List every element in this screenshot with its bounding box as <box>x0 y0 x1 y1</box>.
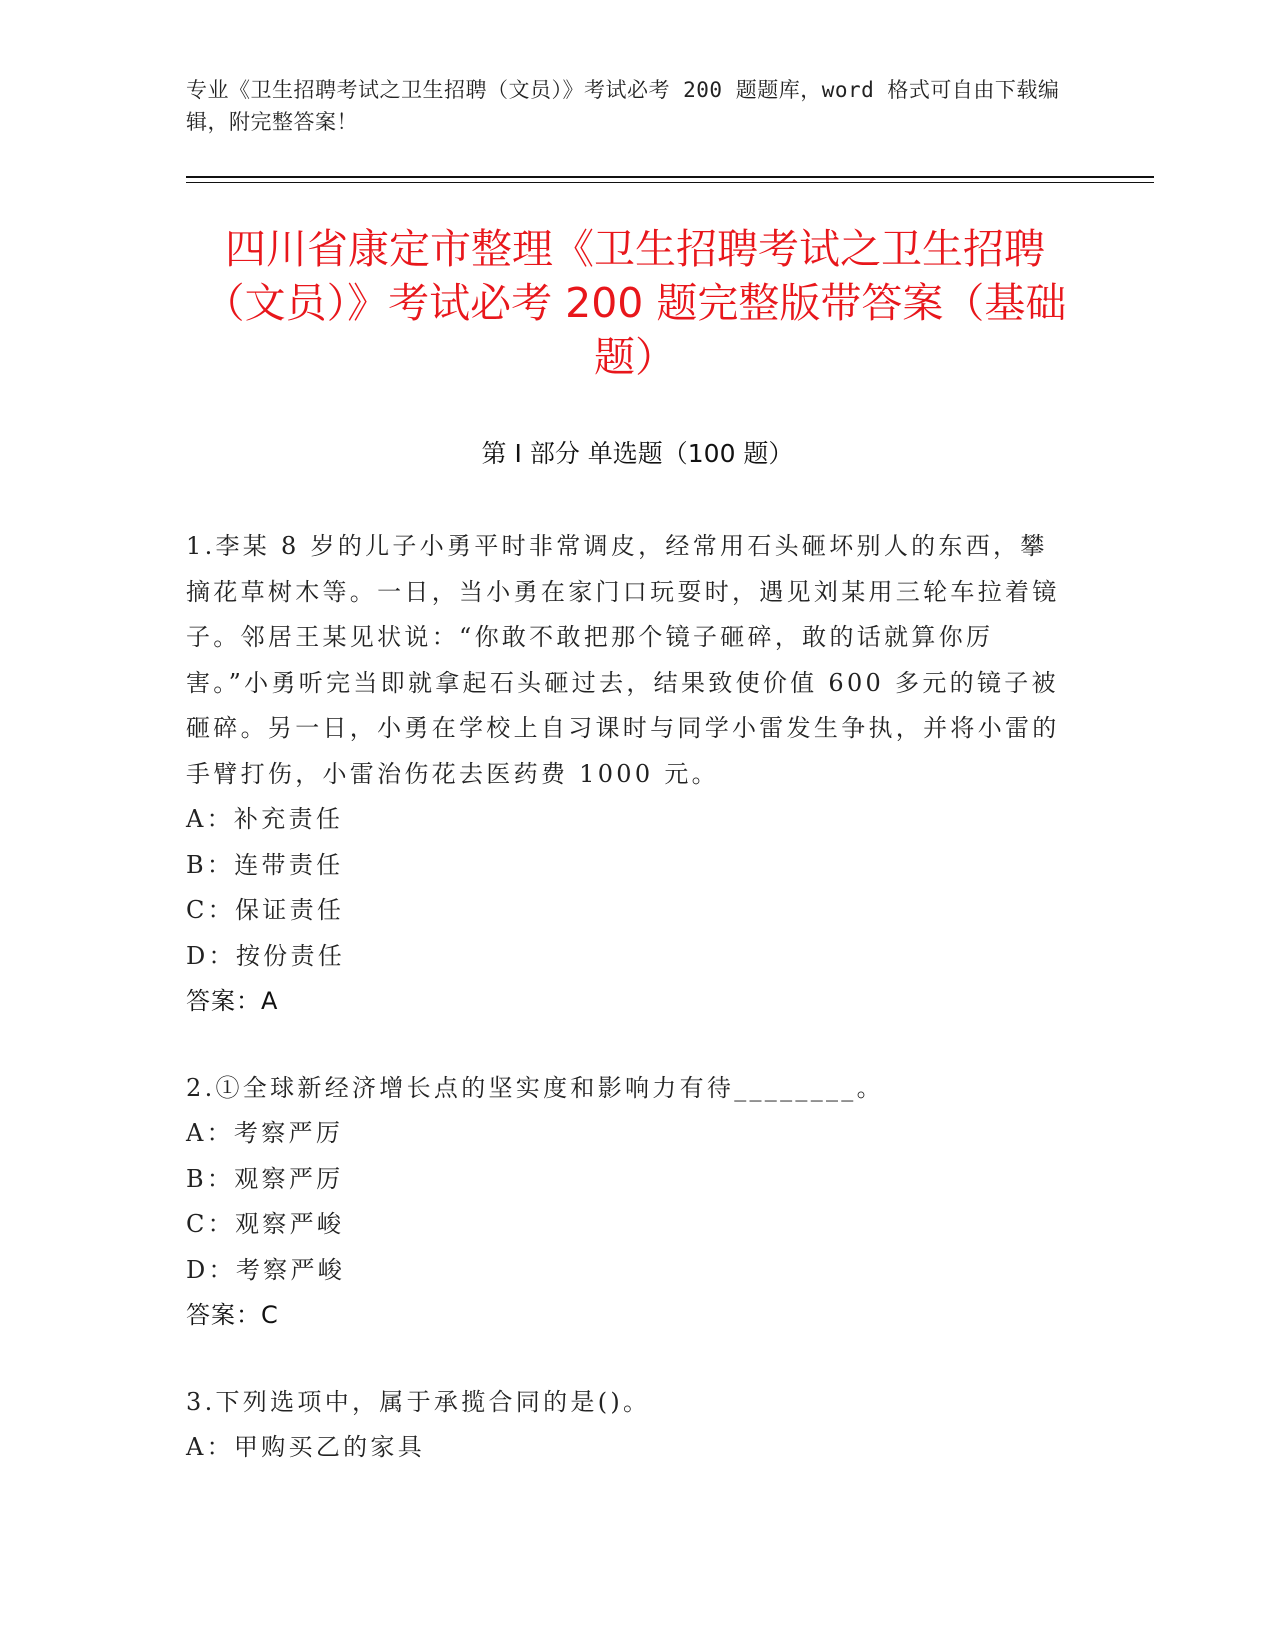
option-a: A：甲购买乙的家具 <box>186 1433 426 1461</box>
header-divider-thin <box>186 182 1154 183</box>
question-stem: 1.李某 8 岁的儿子小勇平时非常调皮，经常用石头砸坏别人的东西，攀摘花草树木等。一日，当小勇在家门口玩耍时，遇见刘某用三轮车拉着镜子。邻居王某见状说：“你敢不敢把那个镜子砸碎，敢的话就算你厉害。”小勇听完当即就拿起石头砸过去，结果致使价值 600 多元的镜子被砸碎。另一日，小勇在学校上自习课时与同学小雷发生争执，并将小雷的手臂打伤，小雷治伤花去医药费 1000 元。 <box>186 532 1060 788</box>
option-d: D：考察严峻 <box>186 1255 346 1284</box>
answer-key: 答案：C <box>186 1301 279 1329</box>
option-a: A：补充责任 <box>186 805 344 833</box>
question-stem: 2.①全球新经济增长点的坚实度和影响力有待________。 <box>186 1073 884 1102</box>
option-c: C：观察严峻 <box>186 1210 345 1238</box>
question-stem: 3.下列选项中，属于承揽合同的是()。 <box>186 1387 651 1416</box>
header-divider-thick <box>186 176 1154 178</box>
answer-key: 答案：A <box>186 987 279 1015</box>
option-d: D：按份责任 <box>186 941 346 970</box>
header-note: 专业《卫生招聘考试之卫生招聘（文员）》考试必考 200 题题库，word 格式可自由下载编辑，附完整答案！ <box>186 78 1060 134</box>
option-b: B：观察严厉 <box>186 1164 344 1193</box>
question-1 <box>186 524 1066 1025</box>
option-b: B：连带责任 <box>186 850 344 879</box>
question-list <box>186 524 1066 1512</box>
question-2 <box>186 1066 1066 1339</box>
question-3 <box>186 1380 1066 1471</box>
option-a: A：考察严厉 <box>186 1119 344 1147</box>
document-title: 四川省康定市整理《卫生招聘考试之卫生招聘（文员）》考试必考 200 题完整版带答案（基础题） <box>203 225 1067 381</box>
option-c: C：保证责任 <box>186 896 345 924</box>
section-heading: 第 I 部分 单选题（100 题） <box>481 439 794 468</box>
